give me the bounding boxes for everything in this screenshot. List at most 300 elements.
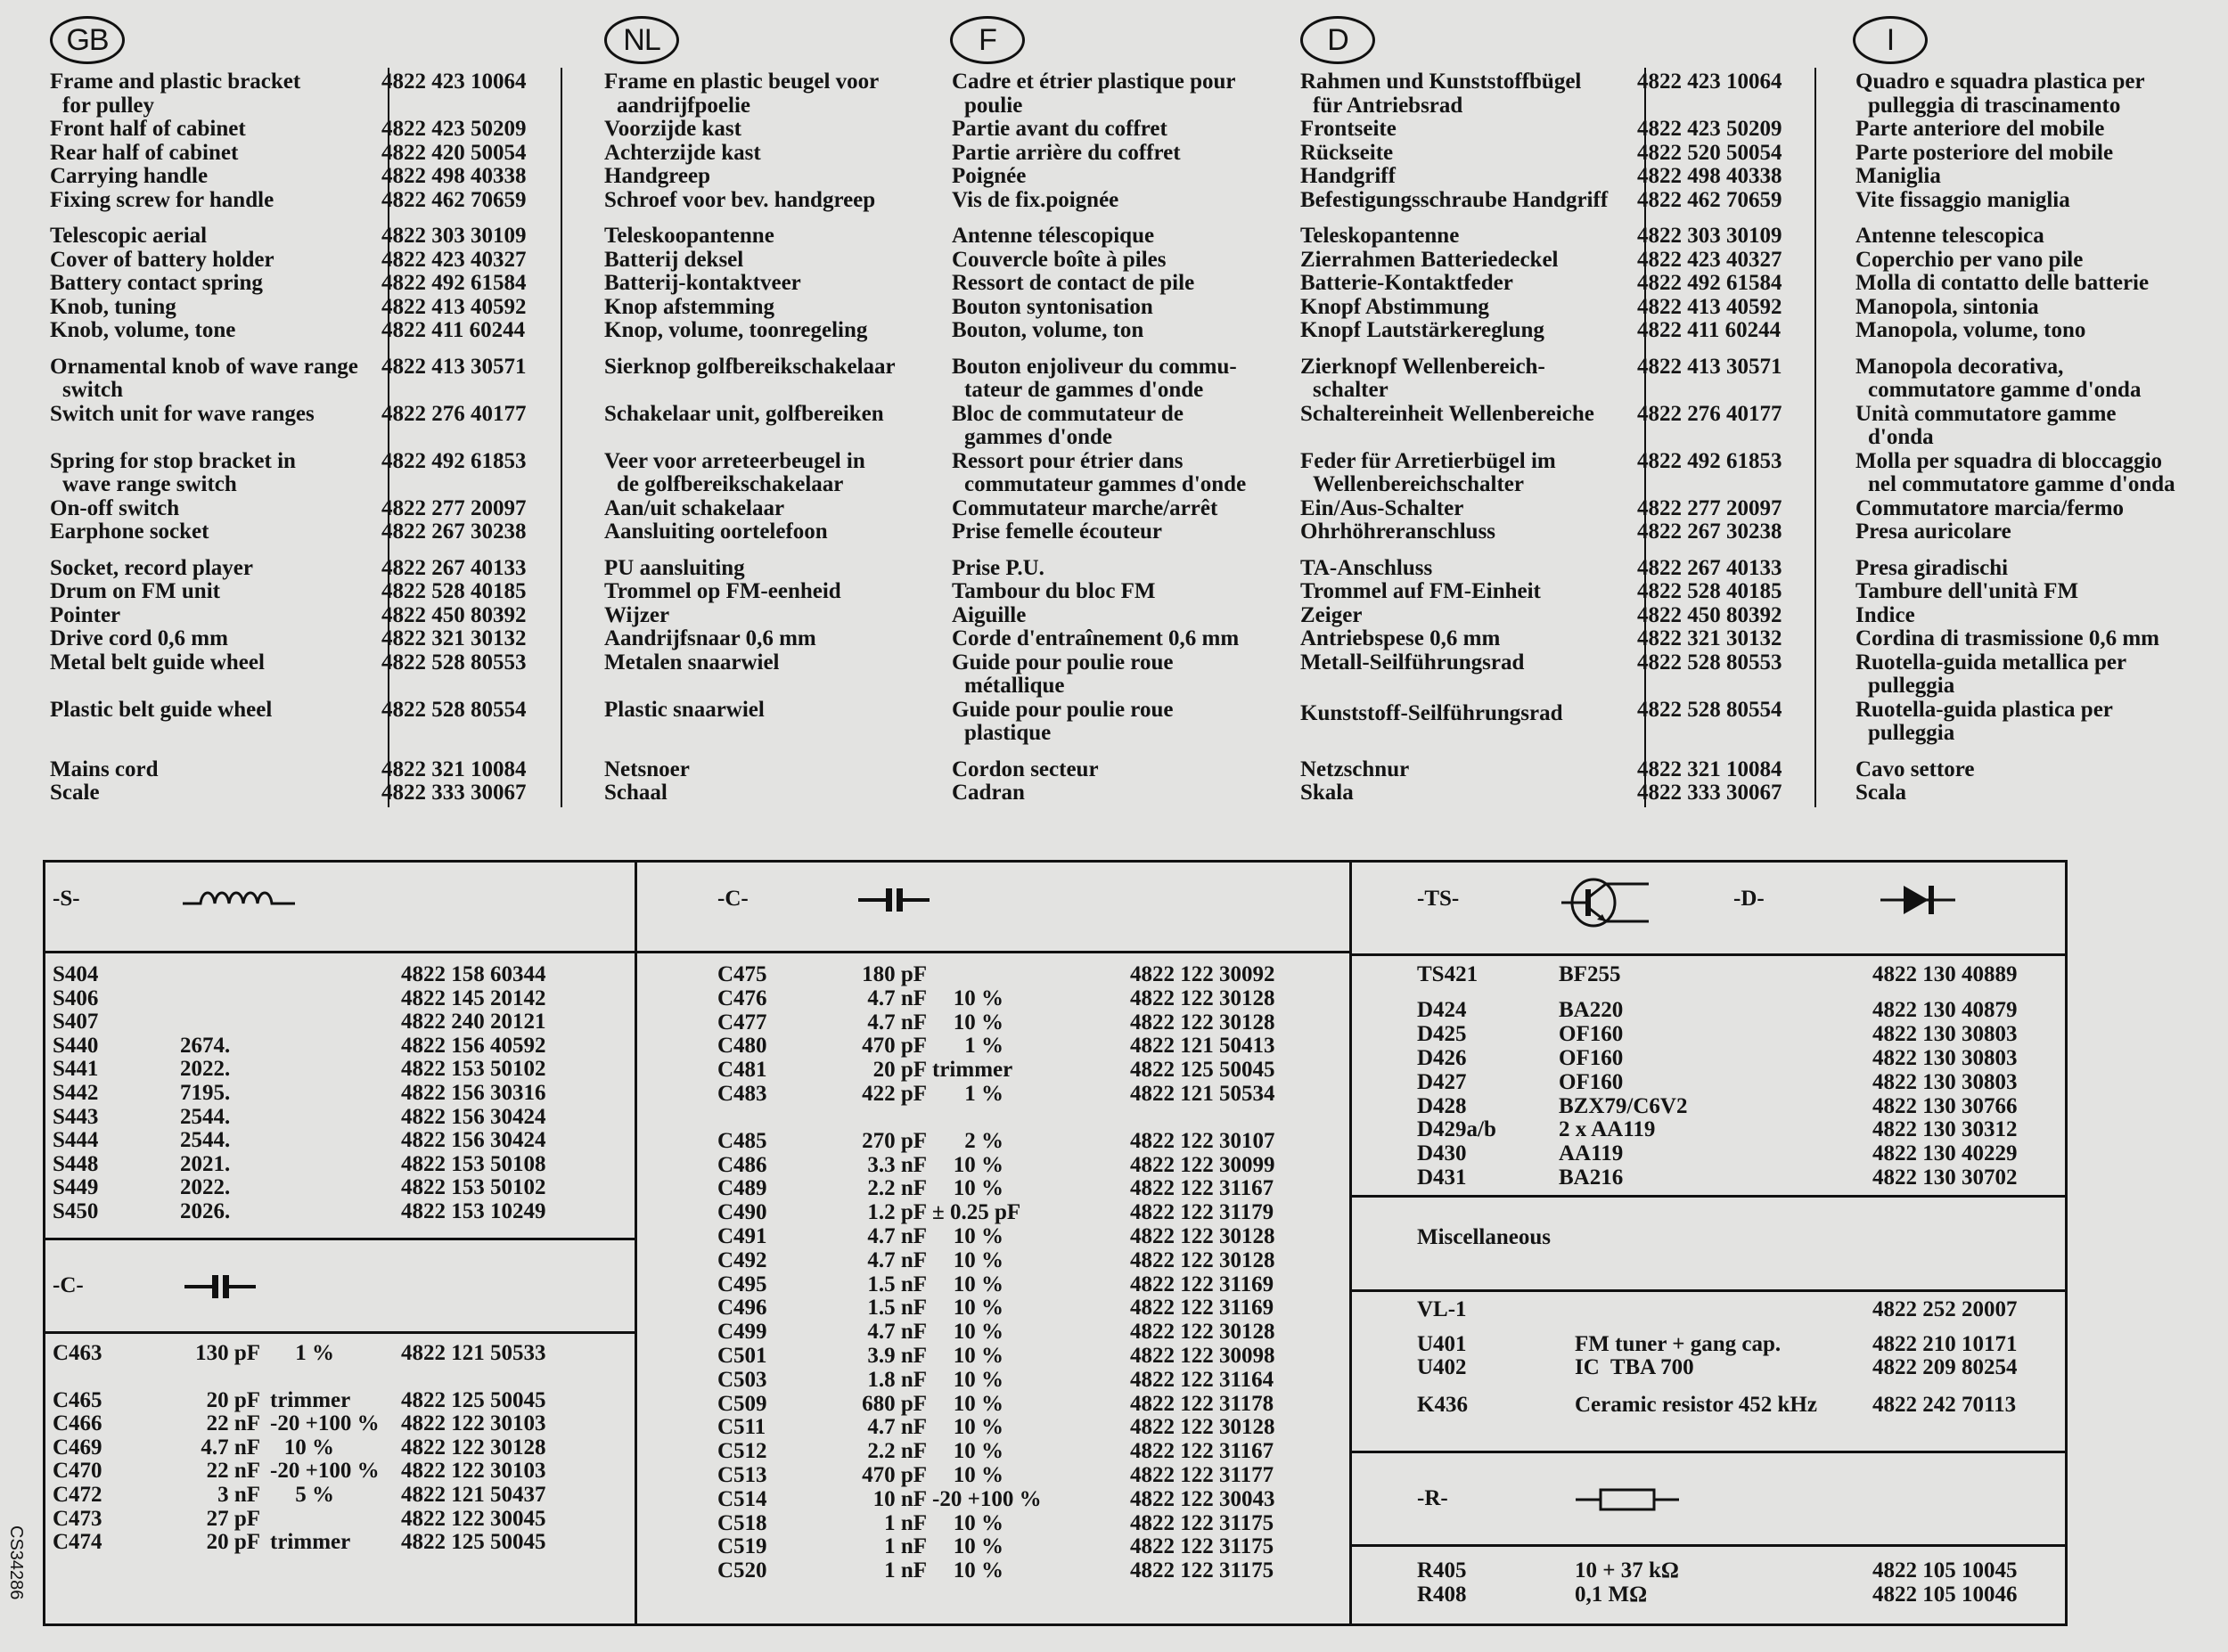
part-number: 4822 210 10171 bbox=[1872, 1331, 2018, 1356]
part-number: 4822 423 40327 bbox=[1637, 247, 1782, 272]
part-number: 4822 267 40133 bbox=[1637, 555, 1782, 580]
part-number: 4822 121 50534 bbox=[1130, 1082, 1275, 1106]
description-it: Quadro e squadra plastica per pulleggia di trascinamento bbox=[1855, 70, 2145, 118]
component-value: 4.7 nF bbox=[867, 985, 927, 1010]
description-fr: Couvercle boîte à piles bbox=[952, 247, 1167, 272]
component-spec: 2026. bbox=[180, 1199, 231, 1223]
component-reference: S448 bbox=[53, 1151, 99, 1176]
part-number: 4822 333 30067 bbox=[1637, 781, 1782, 805]
component-tolerance: 2 % bbox=[964, 1128, 1003, 1153]
component-reference: S407 bbox=[53, 1010, 99, 1035]
description-fr: Aiguille bbox=[952, 602, 1027, 627]
part-number: 4822 122 30128 bbox=[1130, 1320, 1275, 1345]
description-nl: Voorzijde kast bbox=[604, 117, 741, 141]
component-tolerance: trimmer bbox=[270, 1530, 351, 1555]
component-spec: 2022. bbox=[180, 1175, 231, 1200]
part-number: 4822 303 30109 bbox=[381, 224, 527, 248]
component-spec: BA216 bbox=[1559, 1165, 1624, 1190]
section-label-resistors: -R- bbox=[1417, 1486, 1448, 1510]
component-tolerance: trimmer bbox=[932, 1058, 1013, 1083]
table-divider bbox=[635, 951, 1351, 953]
language-badge-it: I bbox=[1853, 16, 1928, 64]
part-number: 4822 122 30098 bbox=[1130, 1344, 1275, 1368]
component-reference: C501 bbox=[717, 1344, 767, 1368]
description-gb: Spring for stop bracket in wave range switch bbox=[50, 448, 296, 496]
component-value: 4.7 nF bbox=[867, 1247, 927, 1272]
description-fr: Guide pour poulie roue plastique bbox=[952, 697, 1174, 745]
part-number: 4822 130 40229 bbox=[1872, 1141, 2018, 1166]
part-number: 4822 240 20121 bbox=[401, 1010, 546, 1035]
part-number: 4822 122 30103 bbox=[401, 1411, 546, 1436]
description-nl: Teleskoopantenne bbox=[604, 224, 774, 248]
part-number: 4822 156 30424 bbox=[401, 1128, 546, 1153]
part-number: 4822 321 10084 bbox=[381, 756, 527, 781]
component-spec: 2 x AA119 bbox=[1559, 1117, 1656, 1142]
description-fr: Ressort pour étrier dans commutateur gammes d'onde bbox=[952, 448, 1247, 496]
description-gb: Cover of battery holder bbox=[50, 247, 274, 272]
description-nl: Aan/uit schakelaar bbox=[604, 495, 785, 520]
description-fr: Cadre et étrier plastique pour poulie bbox=[952, 70, 1236, 118]
component-reference: C495 bbox=[717, 1272, 767, 1296]
description-fr: Bouton, volume, ton bbox=[952, 318, 1144, 342]
part-number: 4822 122 30128 bbox=[1130, 1247, 1275, 1272]
column-divider bbox=[1814, 68, 1816, 807]
part-number: 4822 130 30312 bbox=[1872, 1117, 2018, 1142]
component-tolerance: -20 +100 % bbox=[270, 1459, 380, 1484]
description-it: Ruotella-guida plastica per pulleggia bbox=[1855, 697, 2113, 745]
language-badge-nl: NL bbox=[604, 16, 679, 64]
part-number: 4822 156 30424 bbox=[401, 1104, 546, 1129]
component-tolerance: 10 % bbox=[953, 1367, 1003, 1392]
part-number: 4822 158 60344 bbox=[401, 962, 546, 986]
description-de: Knopf Lautstärkereglung bbox=[1300, 318, 1544, 342]
description-it: Ruotella-guida metallica per pulleggia bbox=[1855, 650, 2127, 698]
component-value: 4.7 nF bbox=[867, 1224, 927, 1248]
description-fr: Partie arrière du coffret bbox=[952, 140, 1181, 165]
component-reference: C473 bbox=[53, 1506, 102, 1531]
description-de: Netzschnur bbox=[1300, 756, 1410, 781]
component-reference: C513 bbox=[717, 1463, 767, 1487]
part-number: 4822 413 30571 bbox=[381, 354, 527, 379]
description-de: Schaltereinheit Wellenbereiche bbox=[1300, 401, 1594, 426]
part-number: 4822 130 40889 bbox=[1872, 962, 2018, 986]
part-number: 4822 267 30238 bbox=[381, 519, 527, 544]
part-number: 4822 122 31169 bbox=[1130, 1272, 1274, 1296]
component-value: 1.2 pF bbox=[867, 1200, 927, 1225]
description-it: Cavo settore bbox=[1855, 756, 1975, 781]
component-value: 20 pF bbox=[872, 1058, 927, 1083]
description-fr: Antenne télescopique bbox=[952, 224, 1155, 248]
description-it: Parte anteriore del mobile bbox=[1855, 117, 2105, 141]
part-number: 4822 122 30103 bbox=[401, 1459, 546, 1484]
component-tolerance: 10 % bbox=[953, 985, 1003, 1010]
description-de: Zierrahmen Batteriedeckel bbox=[1300, 247, 1559, 272]
part-number: 4822 492 61853 bbox=[1637, 448, 1782, 473]
description-it: Vite fissaggio maniglia bbox=[1855, 187, 2070, 212]
description-de: Rückseite bbox=[1300, 140, 1394, 165]
part-number: 4822 520 50054 bbox=[1637, 140, 1782, 165]
part-number: 4822 276 40177 bbox=[381, 401, 527, 426]
description-fr: Cadran bbox=[952, 781, 1025, 805]
part-number: 4822 122 31164 bbox=[1130, 1367, 1274, 1392]
part-number: 4822 528 80554 bbox=[1637, 697, 1782, 722]
description-it: Presa auricolare bbox=[1855, 519, 2011, 544]
description-it: Cordina di trasmissione 0,6 mm bbox=[1855, 626, 2159, 650]
component-tolerance: 10 % bbox=[953, 1391, 1003, 1416]
component-value: 1 nF bbox=[884, 1534, 927, 1559]
description-fr: Partie avant du coffret bbox=[952, 117, 1167, 141]
part-number: 4822 105 10045 bbox=[1872, 1558, 2018, 1582]
description-de: Ein/Aus-Schalter bbox=[1300, 495, 1464, 520]
component-tolerance: -20 +100 % bbox=[932, 1486, 1042, 1511]
description-it: Indice bbox=[1855, 602, 1915, 627]
component-reference: C518 bbox=[717, 1510, 767, 1535]
component-spec: 2022. bbox=[180, 1057, 231, 1082]
section-label-capacitors-middle: -C- bbox=[717, 887, 749, 911]
component-reference: C483 bbox=[717, 1082, 767, 1106]
description-nl: Plastic snaarwiel bbox=[604, 697, 765, 722]
component-reference: C476 bbox=[717, 985, 767, 1010]
component-reference: D427 bbox=[1417, 1069, 1467, 1094]
description-gb: Mains cord bbox=[50, 756, 159, 781]
table-divider bbox=[43, 1331, 636, 1334]
description-gb: Socket, record player bbox=[50, 555, 253, 580]
component-tolerance: 1 % bbox=[964, 1034, 1003, 1059]
description-fr: Bouton syntonisation bbox=[952, 294, 1153, 319]
component-reference: C520 bbox=[717, 1558, 767, 1583]
component-value: 22 nF bbox=[206, 1411, 260, 1436]
part-number: 4822 413 30571 bbox=[1637, 354, 1782, 379]
component-tolerance: 10 % bbox=[953, 1272, 1003, 1296]
description-gb: Drive cord 0,6 mm bbox=[50, 626, 228, 650]
language-badge-fr: F bbox=[950, 16, 1025, 64]
description-nl: Schaal bbox=[604, 781, 668, 805]
section-label-diodes: -D- bbox=[1733, 887, 1765, 911]
component-reference: C480 bbox=[717, 1034, 767, 1059]
component-tolerance: 10 % bbox=[953, 1152, 1003, 1177]
table-divider bbox=[635, 860, 637, 1626]
description-nl: Batterij-kontaktveer bbox=[604, 271, 801, 295]
part-number: 4822 423 50209 bbox=[381, 117, 527, 141]
description-gb: Switch unit for wave ranges bbox=[50, 401, 315, 426]
description-gb: Rear half of cabinet bbox=[50, 140, 239, 165]
description-gb: Frame and plastic bracket for pulley bbox=[50, 70, 301, 118]
description-fr: Guide pour poulie roue métallique bbox=[952, 650, 1174, 698]
component-tolerance: 10 % bbox=[953, 1558, 1003, 1583]
description-nl: PU aansluiting bbox=[604, 555, 745, 580]
description-nl: Knop afstemming bbox=[604, 294, 774, 319]
component-reference: D429a/b bbox=[1417, 1117, 1496, 1142]
component-reference: C475 bbox=[717, 962, 767, 986]
part-number: 4822 105 10046 bbox=[1872, 1582, 2018, 1607]
component-value: 422 pF bbox=[862, 1082, 927, 1106]
component-reference: K436 bbox=[1417, 1392, 1468, 1417]
description-de: TA-Anschluss bbox=[1300, 555, 1433, 580]
component-reference: C499 bbox=[717, 1320, 767, 1345]
part-number: 4822 450 80392 bbox=[1637, 602, 1782, 627]
section-label-inductors: -S- bbox=[53, 887, 80, 911]
section-label-miscellaneous: Miscellaneous bbox=[1417, 1225, 1551, 1249]
description-fr: Poignée bbox=[952, 164, 1027, 188]
table-divider bbox=[43, 951, 636, 953]
component-reference: C512 bbox=[717, 1439, 767, 1464]
component-reference: C491 bbox=[717, 1224, 767, 1248]
description-nl: Batterij deksel bbox=[604, 247, 744, 272]
description-de: Feder für Arretierbügel im Wellenbereichschalter bbox=[1300, 448, 1556, 496]
component-reference: D430 bbox=[1417, 1141, 1467, 1166]
section-label-transistors: -TS- bbox=[1417, 887, 1460, 911]
part-number: 4822 130 40879 bbox=[1872, 997, 2018, 1022]
component-spec: AA119 bbox=[1559, 1141, 1624, 1166]
language-badge-de: D bbox=[1300, 16, 1375, 64]
description-de: Rahmen und Kunststoffbügel für Antriebsrad bbox=[1300, 70, 1582, 118]
component-spec: FM tuner + gang cap. bbox=[1575, 1331, 1782, 1356]
description-de: Kunststoff-Seilführungsrad bbox=[1300, 700, 1563, 725]
table-divider bbox=[1349, 860, 1352, 1626]
component-tolerance: 10 % bbox=[953, 1534, 1003, 1559]
part-number: 4822 122 30045 bbox=[401, 1506, 546, 1531]
description-de: Batterie-Kontaktfeder bbox=[1300, 271, 1513, 295]
component-reference: S444 bbox=[53, 1128, 99, 1153]
part-number: 4822 277 20097 bbox=[381, 495, 527, 520]
component-value: 130 pF bbox=[195, 1341, 260, 1365]
part-number: 4822 122 31175 bbox=[1130, 1510, 1274, 1535]
part-number: 4822 130 30702 bbox=[1872, 1165, 2018, 1190]
component-tolerance: 10 % bbox=[953, 1224, 1003, 1248]
part-number: 4822 130 30803 bbox=[1872, 1069, 2018, 1094]
table-divider bbox=[1349, 1289, 2068, 1292]
component-spec: 0,1 MΩ bbox=[1575, 1582, 1648, 1607]
description-it: Unità commutatore gamme d'onda bbox=[1855, 401, 2117, 449]
part-number: 4822 122 30092 bbox=[1130, 962, 1275, 986]
component-reference: C477 bbox=[717, 1010, 767, 1035]
component-reference: S404 bbox=[53, 962, 99, 986]
description-it: Molla di contatto delle batterie bbox=[1855, 271, 2150, 295]
component-value: 3.9 nF bbox=[867, 1344, 927, 1368]
part-number: 4822 252 20007 bbox=[1872, 1297, 2018, 1321]
component-tolerance: 10 % bbox=[953, 1320, 1003, 1345]
component-value: 1.5 nF bbox=[867, 1272, 927, 1296]
description-nl: Handgreep bbox=[604, 164, 710, 188]
part-number: 4822 411 60244 bbox=[381, 318, 526, 342]
description-it: Antenne telescopica bbox=[1855, 224, 2044, 248]
component-value: 10 nF bbox=[872, 1486, 927, 1511]
description-it: Scala bbox=[1855, 781, 1906, 805]
part-number: 4822 492 61584 bbox=[381, 271, 527, 295]
description-gb: Pointer bbox=[50, 602, 121, 627]
part-number: 4822 122 31175 bbox=[1130, 1558, 1274, 1583]
part-number: 4822 122 30128 bbox=[1130, 1415, 1275, 1440]
component-value: 270 pF bbox=[862, 1128, 927, 1153]
component-value: 470 pF bbox=[862, 1463, 927, 1487]
component-spec: OF160 bbox=[1559, 1069, 1624, 1094]
component-reference: C514 bbox=[717, 1486, 767, 1511]
table-divider bbox=[1349, 1451, 2068, 1453]
part-number: 4822 153 50102 bbox=[401, 1057, 546, 1082]
component-value: 20 pF bbox=[206, 1530, 260, 1555]
description-de: Knopf Abstimmung bbox=[1300, 294, 1489, 319]
electrical-parts-table bbox=[43, 860, 2068, 1626]
component-reference: C465 bbox=[53, 1387, 102, 1412]
component-value: 470 pF bbox=[862, 1034, 927, 1059]
component-value: 180 pF bbox=[862, 962, 927, 986]
component-reference: D426 bbox=[1417, 1045, 1467, 1070]
component-tolerance: 10 % bbox=[953, 1510, 1003, 1535]
component-reference: C511 bbox=[717, 1415, 766, 1440]
component-spec: IC TBA 700 bbox=[1575, 1355, 1694, 1379]
component-tolerance: 10 % bbox=[953, 1415, 1003, 1440]
component-tolerance: 10 % bbox=[953, 1463, 1003, 1487]
description-it: Commutatore marcia/fermo bbox=[1855, 495, 2125, 520]
description-it: Presa giradischi bbox=[1855, 555, 2009, 580]
component-value: 20 pF bbox=[206, 1387, 260, 1412]
part-number: 4822 498 40338 bbox=[1637, 164, 1782, 188]
description-nl: Achterzijde kast bbox=[604, 140, 761, 165]
component-value: 1 nF bbox=[884, 1558, 927, 1583]
component-tolerance: -20 +100 % bbox=[270, 1411, 380, 1436]
component-reference: S450 bbox=[53, 1199, 99, 1223]
part-number: 4822 462 70659 bbox=[1637, 187, 1782, 212]
component-reference: U402 bbox=[1417, 1355, 1467, 1379]
description-it: Manopola, volume, tono bbox=[1855, 318, 2086, 342]
part-number: 4822 122 31175 bbox=[1130, 1534, 1274, 1559]
component-tolerance: 10 % bbox=[953, 1344, 1003, 1368]
part-number: 4822 145 20142 bbox=[401, 985, 546, 1010]
table-divider bbox=[1349, 953, 2068, 956]
component-reference: C489 bbox=[717, 1176, 767, 1201]
description-fr: Bouton enjoliveur du commu- tateur de gammes d'onde bbox=[952, 354, 1237, 402]
description-gb: Knob, volume, tone bbox=[50, 318, 236, 342]
component-tolerance: 10 % bbox=[953, 1176, 1003, 1201]
component-spec: 10 + 37 kΩ bbox=[1575, 1558, 1679, 1582]
description-nl: Knop, volume, toonregeling bbox=[604, 318, 868, 342]
description-de: Zierknopf Wellenbereich- schalter bbox=[1300, 354, 1545, 402]
description-nl: Aandrijfsnaar 0,6 mm bbox=[604, 626, 816, 650]
description-nl: Sierknop golfbereikschakelaar bbox=[604, 354, 896, 379]
part-number: 4822 411 60244 bbox=[1637, 318, 1782, 342]
component-value: 1.8 nF bbox=[867, 1367, 927, 1392]
component-reference: S406 bbox=[53, 985, 99, 1010]
component-reference: C472 bbox=[53, 1483, 102, 1507]
part-number: 4822 423 10064 bbox=[381, 70, 527, 94]
description-fr: Vis de fix.poignée bbox=[952, 187, 1119, 212]
table-divider bbox=[1349, 1544, 2068, 1547]
description-it: Maniglia bbox=[1855, 164, 1941, 188]
part-number: 4822 492 61584 bbox=[1637, 271, 1782, 295]
description-gb: Metal belt guide wheel bbox=[50, 650, 265, 675]
part-number: 4822 122 31167 bbox=[1130, 1439, 1274, 1464]
description-gb: Fixing screw for handle bbox=[50, 187, 274, 212]
part-number: 4822 423 10064 bbox=[1637, 70, 1782, 94]
table-divider bbox=[43, 1238, 636, 1240]
description-it: Tambure dell'unità FM bbox=[1855, 579, 2079, 603]
component-spec: BZX79/C6V2 bbox=[1559, 1093, 1688, 1118]
part-number: 4822 413 40592 bbox=[381, 294, 527, 319]
description-fr: Prise femelle écouteur bbox=[952, 519, 1162, 544]
component-reference: C519 bbox=[717, 1534, 767, 1559]
component-spec: 2544. bbox=[180, 1128, 231, 1153]
component-tolerance: 1 % bbox=[295, 1341, 334, 1365]
component-spec: BA220 bbox=[1559, 997, 1624, 1022]
component-value: 680 pF bbox=[862, 1391, 927, 1416]
component-reference: C486 bbox=[717, 1152, 767, 1177]
component-tolerance: 10 % bbox=[953, 1439, 1003, 1464]
component-reference: D428 bbox=[1417, 1093, 1467, 1118]
part-number: 4822 122 30043 bbox=[1130, 1486, 1275, 1511]
part-number: 4822 153 10249 bbox=[401, 1199, 546, 1223]
section-label-capacitors-left: -C- bbox=[53, 1273, 84, 1297]
description-de: Zeiger bbox=[1300, 602, 1363, 627]
component-reference: D425 bbox=[1417, 1021, 1467, 1046]
component-reference: S449 bbox=[53, 1175, 99, 1200]
component-spec: 2544. bbox=[180, 1104, 231, 1129]
part-number: 4822 528 40185 bbox=[1637, 579, 1782, 603]
part-number: 4822 528 80554 bbox=[381, 697, 527, 722]
part-number: 4822 130 30803 bbox=[1872, 1021, 2018, 1046]
part-number: 4822 528 40185 bbox=[381, 579, 527, 603]
description-de: Metall-Seilführungsrad bbox=[1300, 650, 1525, 675]
part-number: 4822 156 30316 bbox=[401, 1081, 546, 1105]
description-nl: Wijzer bbox=[604, 602, 670, 627]
description-nl: Metalen snaarwiel bbox=[604, 650, 780, 675]
description-de: Ohrhöhreranschluss bbox=[1300, 519, 1496, 544]
description-gb: Telescopic aerial bbox=[50, 224, 208, 248]
component-spec: 2674. bbox=[180, 1033, 231, 1058]
part-number: 4822 125 50045 bbox=[401, 1387, 546, 1412]
description-fr: Cordon secteur bbox=[952, 756, 1099, 781]
part-number: 4822 528 80553 bbox=[381, 650, 527, 675]
part-number: 4822 321 30132 bbox=[381, 626, 527, 650]
description-nl: Trommel op FM-eenheid bbox=[604, 579, 841, 603]
part-number: 4822 121 50437 bbox=[401, 1483, 546, 1507]
part-number: 4822 122 30099 bbox=[1130, 1152, 1275, 1177]
description-fr: Ressort de contact de pile bbox=[952, 271, 1195, 295]
part-number: 4822 277 20097 bbox=[1637, 495, 1782, 520]
description-de: Handgriff bbox=[1300, 164, 1396, 188]
part-number: 4822 122 30128 bbox=[1130, 985, 1275, 1010]
description-de: Frontseite bbox=[1300, 117, 1397, 141]
capacitor-icon bbox=[858, 886, 930, 914]
description-nl: Frame en plastic beugel voor aandrijfpoelie bbox=[604, 70, 880, 118]
description-de: Skala bbox=[1300, 781, 1354, 805]
part-number: 4822 153 50108 bbox=[401, 1151, 546, 1176]
part-number: 4822 267 30238 bbox=[1637, 519, 1782, 544]
part-number: 4822 153 50102 bbox=[401, 1175, 546, 1200]
component-spec: OF160 bbox=[1559, 1021, 1624, 1046]
description-nl: Schroef voor bev. handgreep bbox=[604, 187, 876, 212]
component-reference: C469 bbox=[53, 1435, 102, 1460]
part-number: 4822 125 50045 bbox=[1130, 1058, 1275, 1083]
part-number: 4822 492 61853 bbox=[381, 448, 527, 473]
description-nl: Schakelaar unit, golfbereiken bbox=[604, 401, 884, 426]
transistor-icon bbox=[1561, 877, 1651, 928]
part-number: 4822 276 40177 bbox=[1637, 401, 1782, 426]
component-reference: TS421 bbox=[1417, 962, 1479, 986]
description-gb: Battery contact spring bbox=[50, 271, 263, 295]
component-spec: 2021. bbox=[180, 1151, 231, 1176]
component-reference: S443 bbox=[53, 1104, 99, 1129]
description-de: Trommel auf FM-Einheit bbox=[1300, 579, 1541, 603]
description-gb: Front half of cabinet bbox=[50, 117, 246, 141]
part-number: 4822 125 50045 bbox=[401, 1530, 546, 1555]
part-number: 4822 121 50533 bbox=[401, 1341, 546, 1365]
component-reference: C463 bbox=[53, 1341, 102, 1365]
component-reference: U401 bbox=[1417, 1331, 1467, 1356]
document-code: CS34286 bbox=[6, 1525, 26, 1600]
component-reference: C466 bbox=[53, 1411, 102, 1436]
component-value: 1.5 nF bbox=[867, 1296, 927, 1321]
column-divider bbox=[561, 68, 562, 807]
